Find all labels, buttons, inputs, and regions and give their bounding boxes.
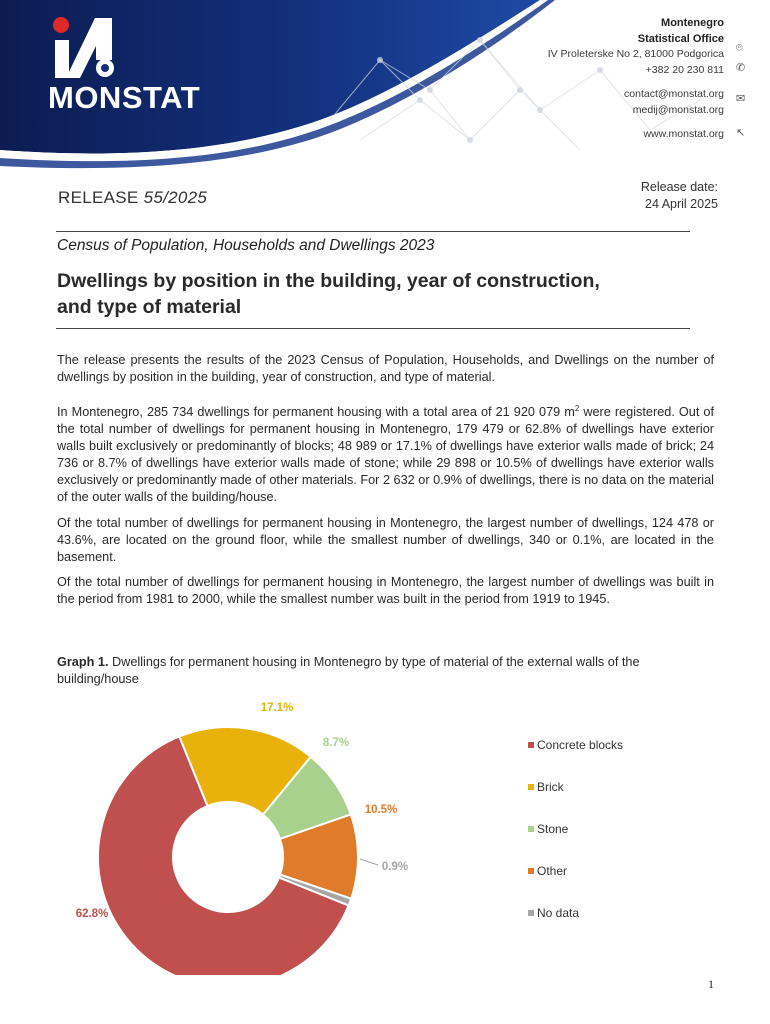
data-label-other: 10.5% — [364, 804, 398, 816]
phone-icon: ✆ — [736, 62, 746, 74]
mail-icon: ✉ — [736, 93, 746, 105]
legend-swatch — [528, 910, 534, 916]
paragraph-intro: The release presents the results of the 2023 Census of Population, Households, and Dwellings on the number of dwellings by position in the building, year of construction, and type of material. — [57, 353, 714, 384]
release-code: 55/2025 — [143, 188, 208, 207]
paragraph-position: Of the total number of dwellings for permanent housing in Montenegro, the largest number of dwellings, 124 478 or 43.6%, are located on the ground floor, while the smallest number of dwellings, 340 or 0.1%, are located in the basement. — [57, 516, 714, 564]
data-label-concrete-blocks: 62.8% — [75, 908, 109, 920]
divider-top — [56, 231, 690, 232]
header-banner — [0, 0, 770, 170]
legend-swatch — [528, 784, 534, 790]
legend-item-no-data — [528, 906, 579, 920]
page-title-line1: Dwellings by position in the building, year of construction, — [57, 270, 600, 292]
legend-label: Stone — [537, 822, 569, 836]
legend-item-stone — [528, 822, 568, 836]
legend-label: No data — [537, 906, 580, 920]
paragraph-materials-b: were registered. Out of the total number of dwellings for permanent housing in Montenegro, 179 479 or 62.8% of dwellings have exterior walls built exclusively or predominantly of blocks; 48 989 or 17.1% of dwellings have exterior walls made of brick; 24 736 or 8.7% of dwellings have exterior walls made of stone; while 29 898 or 10.5% of dwellings have exterior walls exclusively or predominantly made of other materials. For 2 632 or 0.9% of dwellings, there is no data on the material of the outer walls of the building/house. — [57, 405, 714, 505]
contact-block — [548, 16, 724, 143]
office-address: IV Proleterske No 2, 81000 Podgorica — [547, 48, 724, 60]
legend-swatch — [528, 868, 534, 874]
graph-caption-text: Dwellings for permanent housing in Montenegro by type of material of the external walls of the building/house — [57, 655, 640, 686]
release-label: RELEASE — [58, 188, 139, 207]
cursor-icon: ↖ — [736, 127, 746, 139]
paragraph-materials — [57, 400, 714, 506]
release-date-block — [641, 179, 718, 213]
monstat-logo-text: MONSTAT — [48, 80, 201, 115]
leader-line-no-data — [360, 859, 378, 865]
legend-label: Other — [537, 864, 568, 878]
page-number: 1 — [708, 977, 714, 991]
graph-label: Graph 1. — [57, 655, 109, 669]
legend-item-brick — [528, 780, 564, 794]
legend-swatch — [528, 742, 534, 748]
page-title — [57, 268, 697, 320]
legend-label: Concrete blocks — [537, 738, 624, 752]
legend-label: Brick — [537, 780, 564, 794]
release-date: 24 April 2025 — [645, 197, 718, 211]
office-email-contact[interactable]: contact@monstat.org — [624, 88, 724, 100]
release-number — [58, 188, 207, 208]
superscript-2: 2 — [574, 404, 580, 413]
data-label-stone: 8.7% — [322, 737, 350, 749]
office-email-media[interactable]: medij@monstat.org — [632, 103, 724, 116]
location-icon: ⌾ — [736, 42, 743, 54]
legend-item-concrete-blocks — [528, 738, 623, 752]
legend-swatch — [528, 826, 534, 832]
legend-item-other — [528, 864, 567, 878]
page-title-line2: and type of material — [57, 296, 242, 318]
office-website[interactable]: www.monstat.org — [643, 128, 724, 140]
office-phone: +382 20 230 811 — [645, 63, 724, 76]
graph-caption — [57, 654, 714, 688]
paragraph-construction-year: Of the total number of dwellings for permanent housing in Montenegro, the largest number of dwellings was built in the period from 1981 to 2000, while the smallest number was built in the period from 1919 to 1945. — [57, 575, 714, 606]
office-name-line2: Statistical Office — [637, 32, 724, 45]
office-name-line1: Montenegro — [661, 17, 724, 29]
paragraph-materials-a: In Montenegro, 285 734 dwellings for permanent housing with a total area of 21 920 079 m — [57, 405, 575, 420]
census-title: Census of Population, Households and Dwellings 2023 — [57, 237, 435, 254]
data-label-no-data: 0.9% — [381, 861, 409, 873]
divider-title — [56, 328, 690, 329]
release-date-label: Release date: — [640, 180, 718, 194]
donut-chart — [40, 695, 440, 975]
data-label-brick: 17.1% — [260, 702, 294, 714]
